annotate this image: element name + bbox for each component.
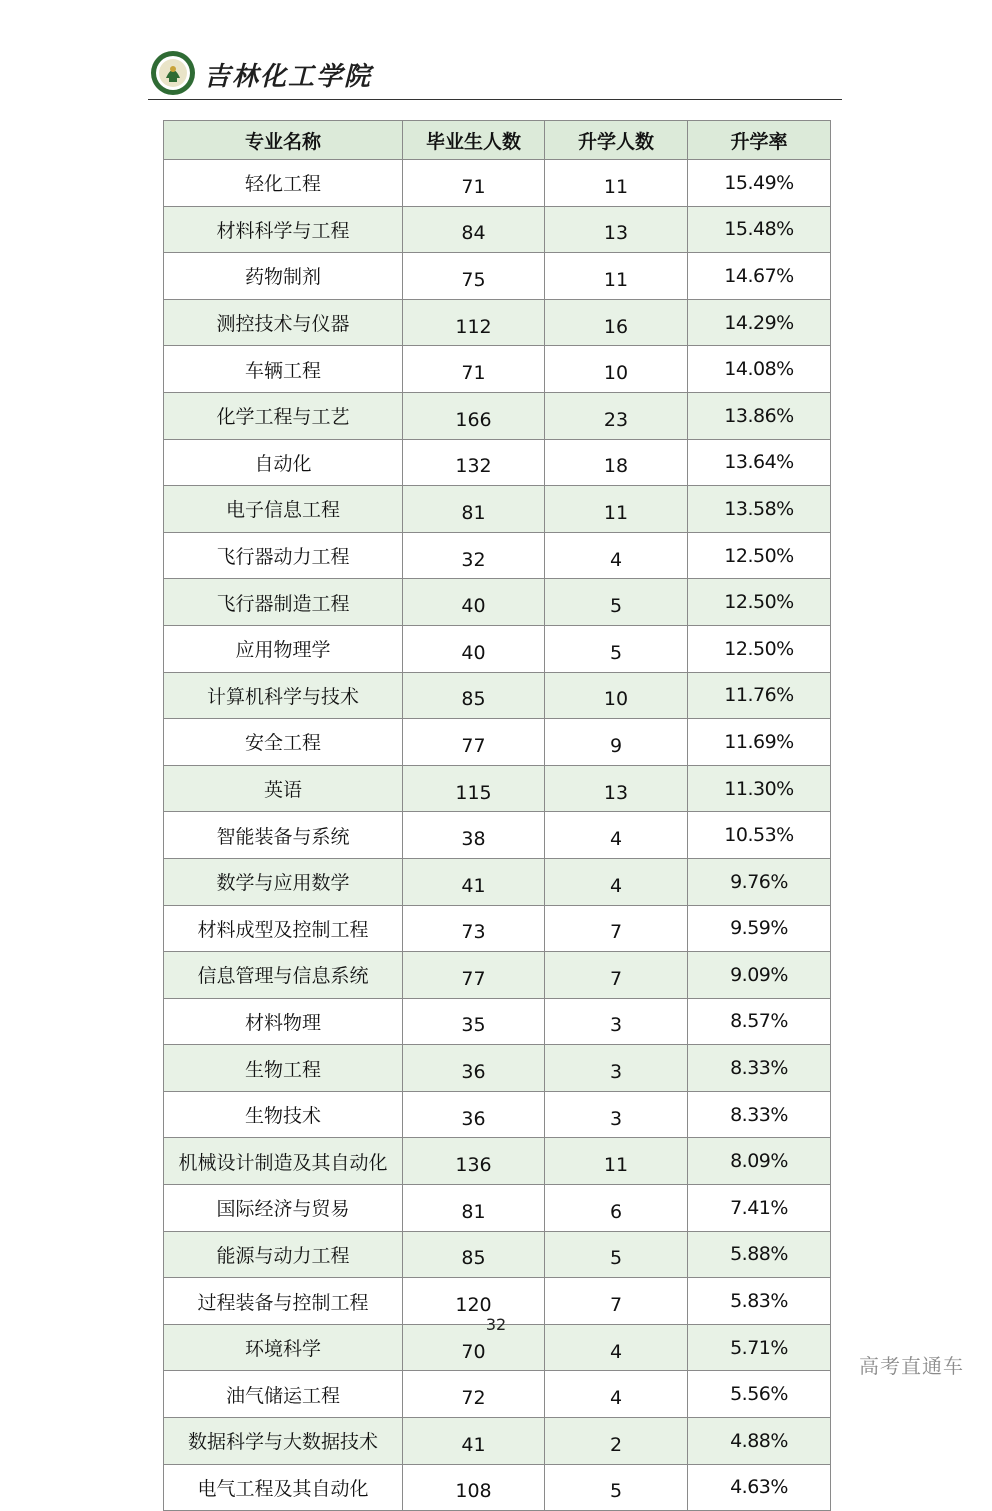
table-row (164, 206, 831, 253)
advanced-cell: 3 (545, 1091, 688, 1138)
major-name-cell: 信息管理与信息系统 (164, 952, 403, 999)
graduates-cell: 112 (403, 299, 545, 346)
advanced-cell: 18 (545, 439, 688, 486)
table-row (164, 1418, 831, 1465)
rate-cell: 8.33% (688, 1091, 831, 1138)
graduates-cell: 32 (403, 532, 545, 579)
major-name-cell: 过程装备与控制工程 (164, 1278, 403, 1325)
table-row (164, 486, 831, 533)
advanced-cell: 3 (545, 1045, 688, 1092)
advanced-cell: 5 (545, 625, 688, 672)
table-row (164, 160, 831, 207)
rate-cell: 12.50% (688, 625, 831, 672)
table-row (164, 1464, 831, 1511)
graduates-cell: 75 (403, 253, 545, 300)
column-header-major: 专业名称 (164, 121, 403, 160)
major-name-cell: 生物工程 (164, 1045, 403, 1092)
graduates-cell: 40 (403, 579, 545, 626)
advanced-cell: 11 (545, 1138, 688, 1185)
graduates-cell: 73 (403, 905, 545, 952)
rate-cell: 5.83% (688, 1278, 831, 1325)
advanced-cell: 2 (545, 1418, 688, 1465)
rate-cell: 9.09% (688, 952, 831, 999)
rate-cell: 15.48% (688, 206, 831, 253)
graduates-cell: 77 (403, 719, 545, 766)
advanced-cell: 4 (545, 532, 688, 579)
advanced-cell: 6 (545, 1185, 688, 1232)
advanced-cell: 5 (545, 579, 688, 626)
major-name-cell: 材料科学与工程 (164, 206, 403, 253)
advanced-cell: 11 (545, 486, 688, 533)
table-row (164, 905, 831, 952)
college-name: 吉林化工学院 (204, 62, 373, 92)
major-name-cell: 电子信息工程 (164, 486, 403, 533)
table-row (164, 719, 831, 766)
advanced-cell: 7 (545, 905, 688, 952)
rate-cell: 8.09% (688, 1138, 831, 1185)
graduates-cell: 41 (403, 858, 545, 905)
advanced-cell: 5 (545, 1464, 688, 1511)
column-header-rate: 升学率 (688, 121, 831, 160)
rate-cell: 14.08% (688, 346, 831, 393)
column-header-graduates: 毕业生人数 (403, 121, 545, 160)
rate-cell: 9.76% (688, 858, 831, 905)
graduates-cell: 36 (403, 1045, 545, 1092)
rate-cell: 14.67% (688, 253, 831, 300)
graduates-cell: 35 (403, 998, 545, 1045)
graduates-cell: 40 (403, 625, 545, 672)
major-name-cell: 生物技术 (164, 1091, 403, 1138)
advanced-cell: 13 (545, 206, 688, 253)
table-row (164, 1091, 831, 1138)
rate-cell: 14.29% (688, 299, 831, 346)
graduates-cell: 108 (403, 1464, 545, 1511)
major-name-cell: 材料成型及控制工程 (164, 905, 403, 952)
table-body (164, 160, 831, 1511)
major-name-cell: 车辆工程 (164, 346, 403, 393)
advanced-cell: 11 (545, 253, 688, 300)
major-name-cell: 机械设计制造及其自动化 (164, 1138, 403, 1185)
table-row (164, 952, 831, 999)
table-row (164, 346, 831, 393)
graduates-cell: 81 (403, 1185, 545, 1232)
graduates-cell: 77 (403, 952, 545, 999)
rate-cell: 8.33% (688, 1045, 831, 1092)
graduates-cell: 38 (403, 812, 545, 859)
table-row (164, 1231, 831, 1278)
page-number: 32 (485, 1315, 507, 1334)
rate-cell: 11.30% (688, 765, 831, 812)
graduates-cell: 115 (403, 765, 545, 812)
advanced-cell: 4 (545, 1371, 688, 1418)
graduates-cell: 136 (403, 1138, 545, 1185)
table-row (164, 253, 831, 300)
table-row (164, 672, 831, 719)
column-header-advanced: 升学人数 (545, 121, 688, 160)
table-header-row (164, 121, 831, 160)
rate-cell: 13.58% (688, 486, 831, 533)
advanced-cell: 4 (545, 858, 688, 905)
graduates-cell: 166 (403, 392, 545, 439)
advanced-cell: 10 (545, 346, 688, 393)
major-name-cell: 智能装备与系统 (164, 812, 403, 859)
major-name-cell: 飞行器制造工程 (164, 579, 403, 626)
table-row (164, 998, 831, 1045)
advanced-cell: 9 (545, 719, 688, 766)
advanced-cell: 23 (545, 392, 688, 439)
major-name-cell: 安全工程 (164, 719, 403, 766)
major-name-cell: 轻化工程 (164, 160, 403, 207)
graduates-cell: 85 (403, 672, 545, 719)
page-header (148, 46, 842, 100)
table-row (164, 858, 831, 905)
rate-cell: 10.53% (688, 812, 831, 859)
rate-cell: 12.50% (688, 532, 831, 579)
graduates-cell: 72 (403, 1371, 545, 1418)
rate-cell: 11.69% (688, 719, 831, 766)
major-name-cell: 自动化 (164, 439, 403, 486)
rate-cell: 5.71% (688, 1324, 831, 1371)
graduates-cell: 70 (403, 1324, 545, 1371)
graduates-cell: 71 (403, 160, 545, 207)
advanced-cell: 4 (545, 812, 688, 859)
major-name-cell: 应用物理学 (164, 625, 403, 672)
graduates-cell: 132 (403, 439, 545, 486)
table-row (164, 532, 831, 579)
major-name-cell: 国际经济与贸易 (164, 1185, 403, 1232)
header-divider (148, 99, 842, 100)
major-name-cell: 电气工程及其自动化 (164, 1464, 403, 1511)
advanced-cell: 7 (545, 952, 688, 999)
table-row (164, 439, 831, 486)
rate-cell: 13.86% (688, 392, 831, 439)
rate-cell: 15.49% (688, 160, 831, 207)
rate-cell: 12.50% (688, 579, 831, 626)
major-name-cell: 环境科学 (164, 1324, 403, 1371)
table-row (164, 765, 831, 812)
major-name-cell: 测控技术与仪器 (164, 299, 403, 346)
graduates-cell: 120 (403, 1278, 545, 1325)
graduates-cell: 41 (403, 1418, 545, 1465)
major-name-cell: 计算机科学与技术 (164, 672, 403, 719)
table-row (164, 299, 831, 346)
graduates-cell: 81 (403, 486, 545, 533)
advanced-cell: 5 (545, 1231, 688, 1278)
watermark-text: 高考直通车 (859, 1354, 964, 1378)
rate-cell: 5.88% (688, 1231, 831, 1278)
major-name-cell: 能源与动力工程 (164, 1231, 403, 1278)
rate-cell: 11.76% (688, 672, 831, 719)
rate-cell: 13.64% (688, 439, 831, 486)
advanced-cell: 11 (545, 160, 688, 207)
major-name-cell: 飞行器动力工程 (164, 532, 403, 579)
rate-cell: 4.63% (688, 1464, 831, 1511)
major-name-cell: 英语 (164, 765, 403, 812)
major-name-cell: 化学工程与工艺 (164, 392, 403, 439)
graduates-cell: 84 (403, 206, 545, 253)
major-name-cell: 材料物理 (164, 998, 403, 1045)
advanced-cell: 13 (545, 765, 688, 812)
table-row (164, 392, 831, 439)
rate-cell: 4.88% (688, 1418, 831, 1465)
major-name-cell: 数据科学与大数据技术 (164, 1418, 403, 1465)
advanced-cell: 10 (545, 672, 688, 719)
rate-cell: 8.57% (688, 998, 831, 1045)
table-row (164, 1045, 831, 1092)
table-row (164, 625, 831, 672)
majors-advancement-table (163, 120, 831, 1511)
major-name-cell: 油气储运工程 (164, 1371, 403, 1418)
graduates-cell: 71 (403, 346, 545, 393)
advanced-cell: 3 (545, 998, 688, 1045)
table-row (164, 579, 831, 626)
rate-cell: 9.59% (688, 905, 831, 952)
table-row (164, 1185, 831, 1232)
advanced-cell: 4 (545, 1324, 688, 1371)
advanced-cell: 16 (545, 299, 688, 346)
major-name-cell: 数学与应用数学 (164, 858, 403, 905)
graduates-cell: 85 (403, 1231, 545, 1278)
table-row (164, 1138, 831, 1185)
table-row (164, 812, 831, 859)
major-name-cell: 药物制剂 (164, 253, 403, 300)
table-row (164, 1371, 831, 1418)
advanced-cell: 7 (545, 1278, 688, 1325)
rate-cell: 7.41% (688, 1185, 831, 1232)
rate-cell: 5.56% (688, 1371, 831, 1418)
graduates-cell: 36 (403, 1091, 545, 1138)
college-seal-logo (150, 50, 196, 96)
